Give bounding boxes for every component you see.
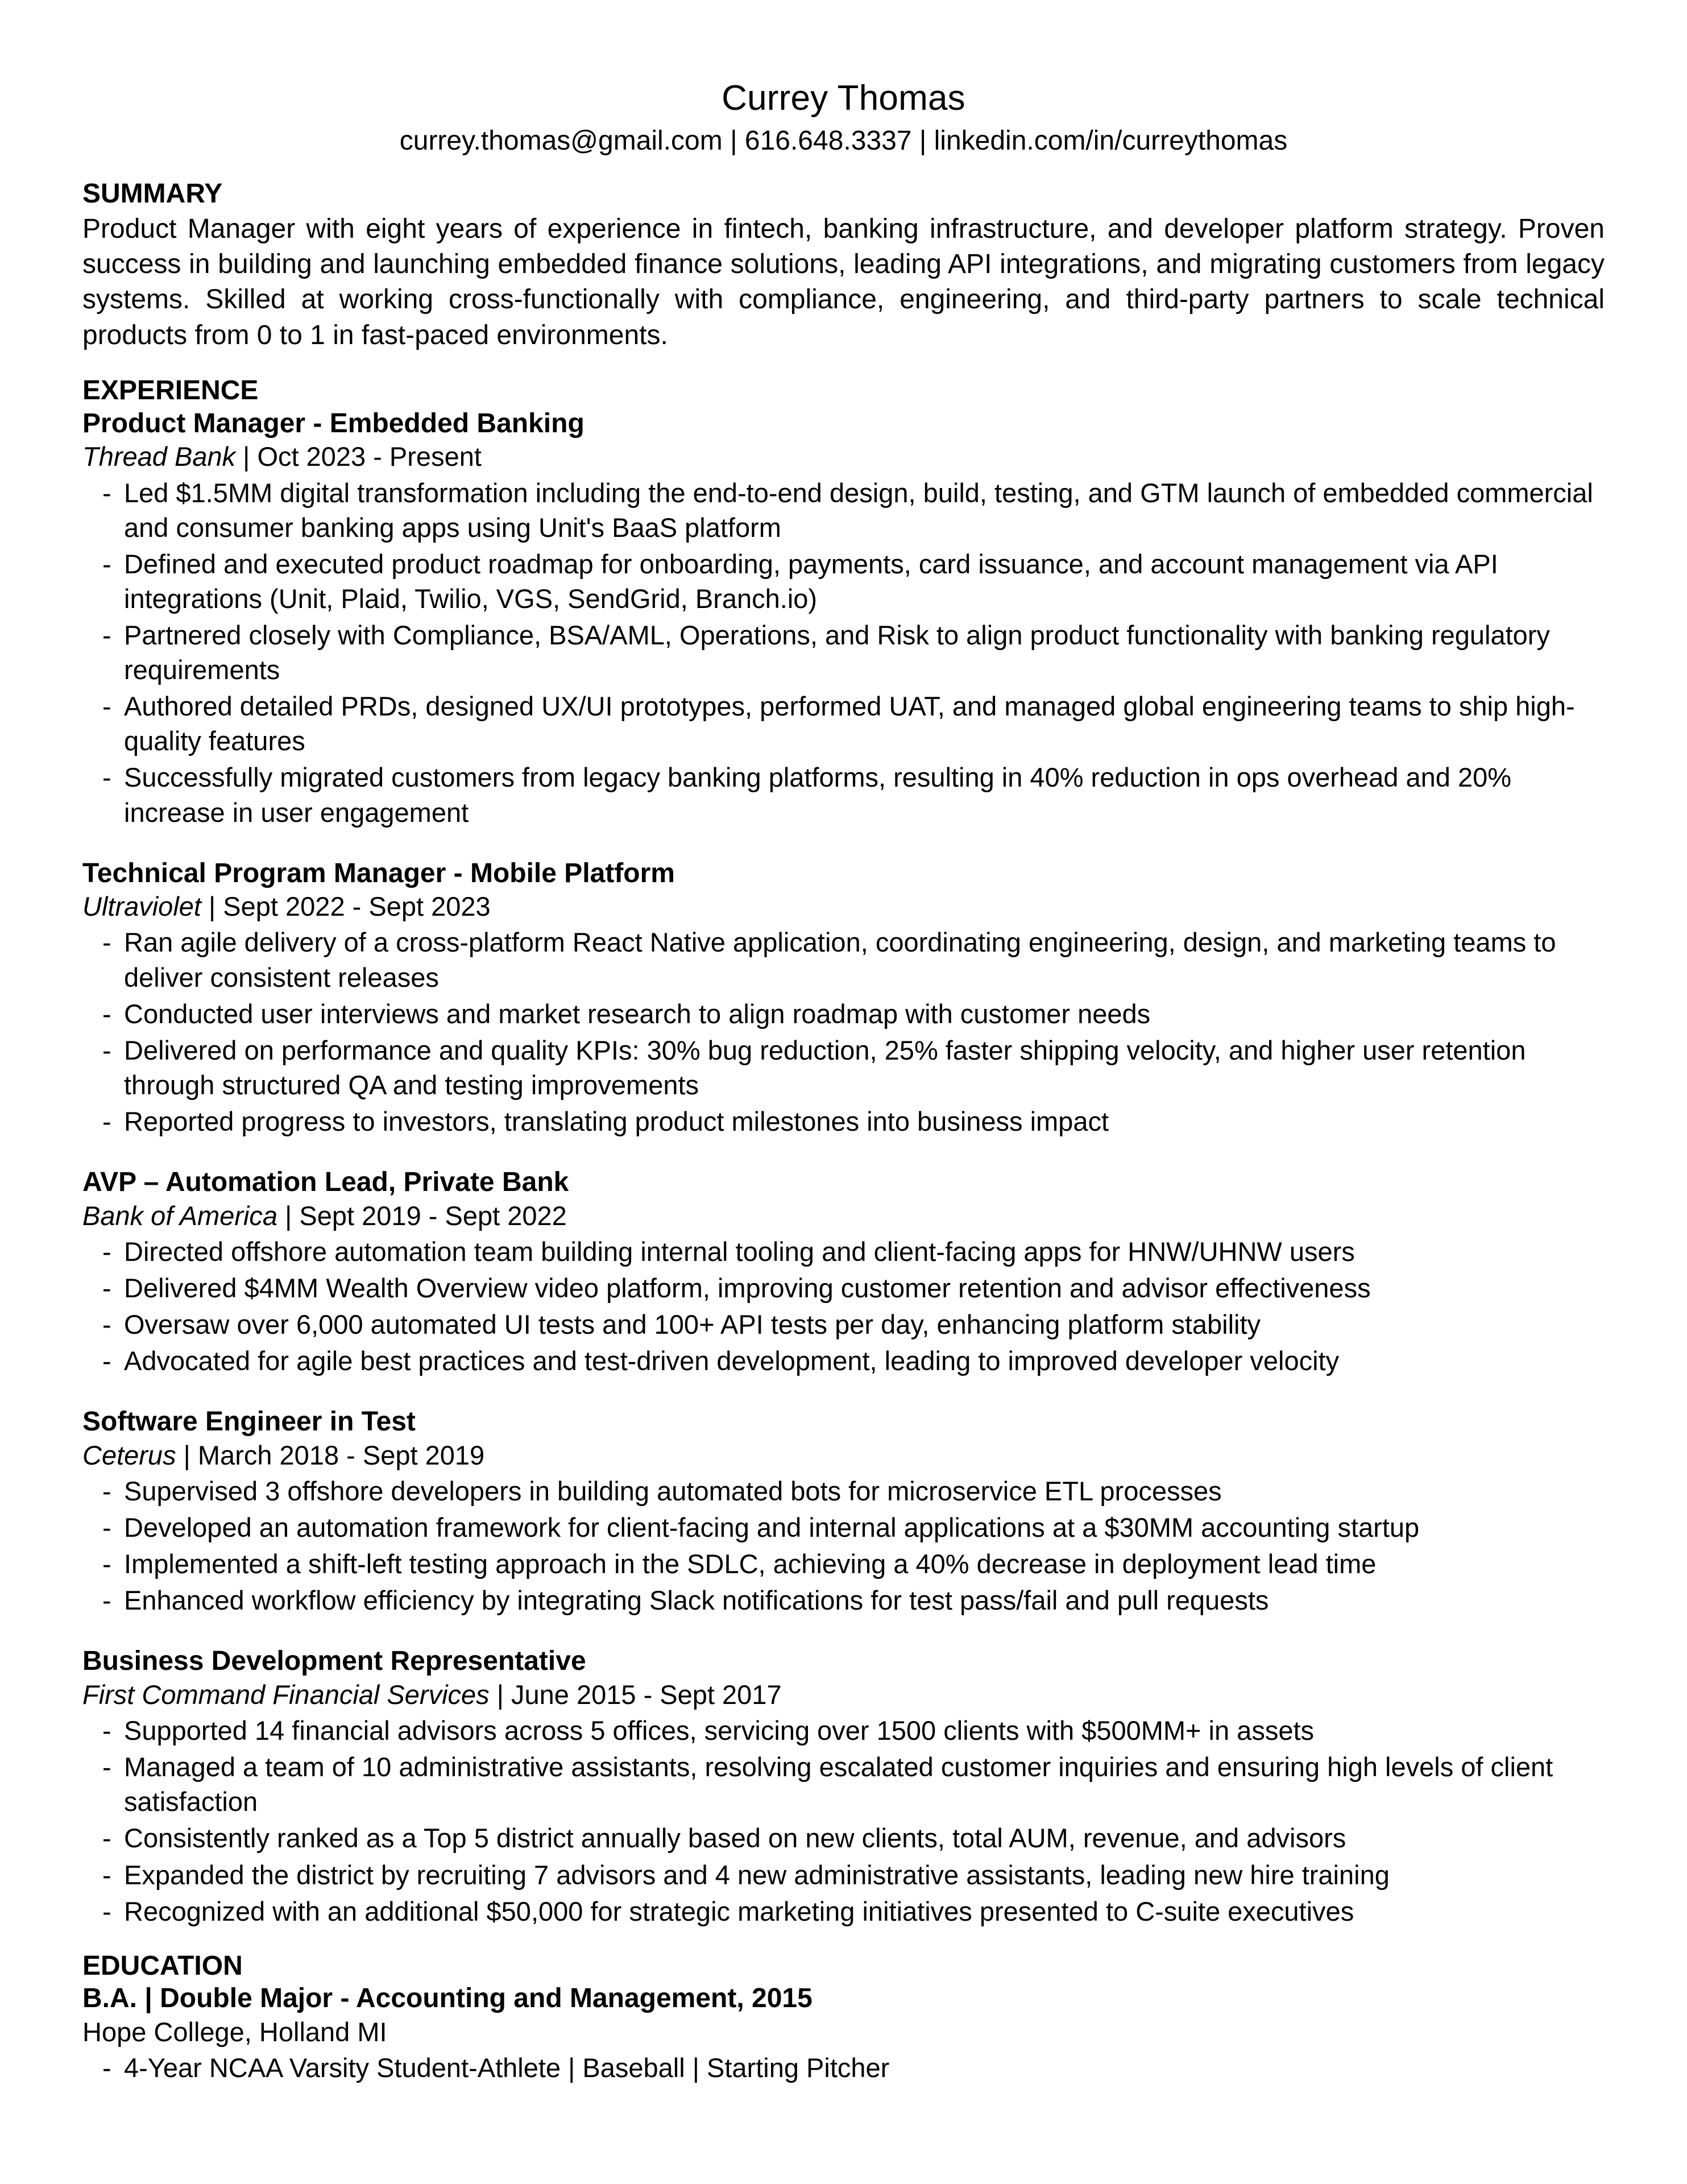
bullet-text: Implemented a shift-left testing approach in the SDLC, achieving a 40% decrease in deployment lead time bbox=[124, 1549, 1377, 1579]
job-bullets bbox=[82, 475, 1605, 830]
experience-entry bbox=[82, 407, 1605, 830]
bullet-text: Expanded the district by recruiting 7 advisors and 4 new administrative assistants, leading new hire training bbox=[124, 1859, 1390, 1890]
bullet-dash-icon: - bbox=[102, 927, 111, 958]
experience-entry bbox=[82, 1166, 1605, 1378]
bullet-dash-icon: - bbox=[102, 691, 111, 722]
job-title: Product Manager - Embedded Banking bbox=[82, 408, 585, 439]
job-bullet bbox=[82, 1033, 1605, 1102]
bullet-dash-icon: - bbox=[102, 2053, 111, 2083]
meta-separator: | bbox=[201, 891, 223, 922]
bullet-dash-icon: - bbox=[102, 1823, 111, 1854]
bullet-text: Delivered $4MM Wealth Overview video platform, improving customer retention and advisor effectiveness bbox=[124, 1272, 1371, 1303]
education-school: Hope College, Holland MI bbox=[82, 2016, 387, 2047]
education-bullet bbox=[82, 2050, 1605, 2085]
job-dates: June 2015 - Sept 2017 bbox=[511, 1679, 782, 1710]
company-name: Bank of America bbox=[82, 1200, 278, 1231]
company-name: Thread Bank bbox=[82, 441, 236, 472]
job-bullet bbox=[82, 1104, 1605, 1139]
resume-header bbox=[82, 0, 1605, 158]
bullet-text: Ran agile delivery of a cross-platform React Native application, coordinating engineering, design, and marketing teams to deliver consistent releases bbox=[124, 927, 1556, 992]
bullet-dash-icon: - bbox=[102, 1512, 111, 1543]
bullet-dash-icon: - bbox=[102, 1585, 111, 1616]
job-bullet bbox=[82, 1821, 1605, 1855]
education-section bbox=[82, 1950, 1605, 2086]
job-bullet bbox=[82, 1510, 1605, 1545]
bullet-text: Partnered closely with Compliance, BSA/AML, Operations, and Risk to align product functionality with banking regulatory requirements bbox=[124, 620, 1550, 685]
job-bullet bbox=[82, 760, 1605, 829]
bullet-dash-icon: - bbox=[102, 548, 111, 579]
bullet-dash-icon: - bbox=[102, 1475, 111, 1506]
bullet-text: Authored detailed PRDs, designed UX/UI prototypes, performed UAT, and managed global engineering teams to ship high-quality features bbox=[124, 691, 1575, 756]
job-title: Business Development Representative bbox=[82, 1646, 586, 1677]
bullet-dash-icon: - bbox=[102, 1309, 111, 1339]
job-title: Technical Program Manager - Mobile Platform bbox=[82, 858, 675, 888]
meta-separator: | bbox=[489, 1679, 511, 1710]
company-name: First Command Financial Services bbox=[82, 1679, 490, 1710]
bullet-dash-icon: - bbox=[102, 762, 111, 793]
job-bullet bbox=[82, 1894, 1605, 1929]
job-bullet bbox=[82, 1583, 1605, 1618]
job-dates: Oct 2023 - Present bbox=[257, 441, 482, 472]
bullet-dash-icon: - bbox=[102, 998, 111, 1029]
education-bullets bbox=[82, 2050, 1605, 2085]
bullet-text: Supervised 3 offshore developers in building automated bots for microservice ETL processes bbox=[124, 1475, 1222, 1506]
bullet-text: Supported 14 financial advisors across 5 offices, servicing over 1500 clients with $500MM+ in assets bbox=[124, 1715, 1315, 1746]
meta-separator: | bbox=[277, 1200, 300, 1231]
company-name: Ultraviolet bbox=[82, 891, 201, 922]
bullet-dash-icon: - bbox=[102, 1859, 111, 1890]
bullet-text: Consistently ranked as a Top 5 district annually based on new clients, total AUM, revenue, and advisors bbox=[124, 1823, 1346, 1854]
education-degree: B.A. | Double Major - Accounting and Management, 2015 bbox=[82, 1983, 813, 2014]
bullet-text: Reported progress to investors, translating product milestones into business impact bbox=[124, 1106, 1109, 1136]
meta-separator: | bbox=[176, 1440, 198, 1470]
job-bullet bbox=[82, 1546, 1605, 1581]
section-heading-education: EDUCATION bbox=[82, 1950, 243, 1981]
job-bullet bbox=[82, 475, 1605, 545]
job-bullet bbox=[82, 925, 1605, 994]
summary-text: Product Manager with eight years of experience in fintech, banking infrastructure, and developer platform strategy. Proven success in building and launching embedded finance solutions, leading API integrations, and migrating customers from legacy systems. Skilled at working cross-functionally with compliance, engineering, and third-party partners to scale technical products from 0 to 1 in fast-paced environments. bbox=[82, 213, 1605, 350]
bullet-dash-icon: - bbox=[102, 1715, 111, 1746]
job-bullet bbox=[82, 1234, 1605, 1269]
bullet-dash-icon: - bbox=[102, 1106, 111, 1136]
job-title: AVP – Automation Lead, Private Bank bbox=[82, 1167, 569, 1197]
job-bullet bbox=[82, 689, 1605, 758]
bullet-text: Conducted user interviews and market research to align roadmap with customer needs bbox=[124, 998, 1151, 1029]
bullet-dash-icon: - bbox=[102, 1272, 111, 1303]
section-heading-experience: EXPERIENCE bbox=[82, 375, 259, 406]
job-bullets bbox=[82, 1474, 1605, 1618]
job-bullets bbox=[82, 925, 1605, 1139]
job-dates: March 2018 - Sept 2019 bbox=[197, 1440, 485, 1470]
job-bullet bbox=[82, 1343, 1605, 1378]
job-bullets bbox=[82, 1234, 1605, 1378]
bullet-text: Managed a team of 10 administrative assistants, resolving escalated customer inquiries and ensuring high levels of client satisfaction bbox=[124, 1752, 1553, 1817]
bullet-text: Delivered on performance and quality KPIs: 30% bug reduction, 25% faster shipping velocity, and higher user retention through structured QA and testing improvements bbox=[124, 1035, 1526, 1100]
experience-entry bbox=[82, 1405, 1605, 1618]
bullet-text: Advocated for agile best practices and test-driven development, leading to improved developer velocity bbox=[124, 1346, 1340, 1376]
bullet-text: Successfully migrated customers from legacy banking platforms, resulting in 40% reduction in ops overhead and 20% increase in user engagement bbox=[124, 762, 1512, 828]
bullet-text: Recognized with an additional $50,000 for strategic marketing initiatives presented to C-suite executives bbox=[124, 1896, 1354, 1926]
bullet-dash-icon: - bbox=[102, 1236, 111, 1267]
bullet-text: Defined and executed product roadmap for onboarding, payments, card issuance, and account management via API integrations (Unit, Plaid, Twilio, VGS, SendGrid, Branch.io) bbox=[124, 548, 1498, 614]
job-bullets bbox=[82, 1713, 1605, 1929]
candidate-name: Currey Thomas bbox=[722, 78, 965, 118]
bullet-text: 4-Year NCAA Varsity Student-Athlete | Baseball | Starting Pitcher bbox=[124, 2053, 890, 2083]
company-name: Ceterus bbox=[82, 1440, 176, 1470]
bullet-text: Led $1.5MM digital transformation including the end-to-end design, build, testing, and GTM launch of embedded commercial and consumer banking apps using Unit's BaaS platform bbox=[124, 477, 1593, 543]
section-heading-summary: SUMMARY bbox=[82, 179, 223, 209]
job-bullet bbox=[82, 547, 1605, 616]
bullet-dash-icon: - bbox=[102, 1752, 111, 1782]
bullet-dash-icon: - bbox=[102, 1035, 111, 1065]
meta-separator: | bbox=[235, 441, 258, 472]
experience-entry bbox=[82, 857, 1605, 1139]
job-meta bbox=[82, 1678, 1605, 1711]
job-meta bbox=[82, 1438, 1605, 1472]
job-bullet bbox=[82, 1307, 1605, 1342]
job-bullet bbox=[82, 1474, 1605, 1508]
bullet-text: Enhanced workflow efficiency by integrating Slack notifications for test pass/fail and pull requests bbox=[124, 1585, 1269, 1616]
experience-section bbox=[82, 375, 1605, 1929]
job-bullet bbox=[82, 1271, 1605, 1305]
job-bullet bbox=[82, 1749, 1605, 1819]
job-meta bbox=[82, 440, 1605, 473]
bullet-text: Developed an automation framework for client-facing and internal applications at a $30MM accounting startup bbox=[124, 1512, 1420, 1543]
bullet-dash-icon: - bbox=[102, 477, 111, 508]
job-bullet bbox=[82, 1858, 1605, 1892]
job-bullet bbox=[82, 618, 1605, 687]
summary-section bbox=[82, 178, 1605, 353]
experience-entry bbox=[82, 1645, 1605, 1928]
job-meta bbox=[82, 1199, 1605, 1232]
job-bullet bbox=[82, 996, 1605, 1031]
bullet-dash-icon: - bbox=[102, 1549, 111, 1579]
job-dates: Sept 2022 - Sept 2023 bbox=[223, 891, 491, 922]
bullet-text: Directed offshore automation team building internal tooling and client-facing apps for HNW/UHNW users bbox=[124, 1236, 1355, 1267]
bullet-dash-icon: - bbox=[102, 1346, 111, 1376]
contact-line: currey.thomas@gmail.com | 616.648.3337 | linkedin.com/in/curreythomas bbox=[399, 126, 1288, 156]
job-title: Software Engineer in Test bbox=[82, 1407, 416, 1437]
bullet-dash-icon: - bbox=[102, 620, 111, 651]
job-meta bbox=[82, 890, 1605, 923]
bullet-dash-icon: - bbox=[102, 1896, 111, 1926]
job-dates: Sept 2019 - Sept 2022 bbox=[299, 1200, 567, 1231]
job-bullet bbox=[82, 1713, 1605, 1748]
bullet-text: Oversaw over 6,000 automated UI tests and 100+ API tests per day, enhancing platform stability bbox=[124, 1309, 1261, 1339]
